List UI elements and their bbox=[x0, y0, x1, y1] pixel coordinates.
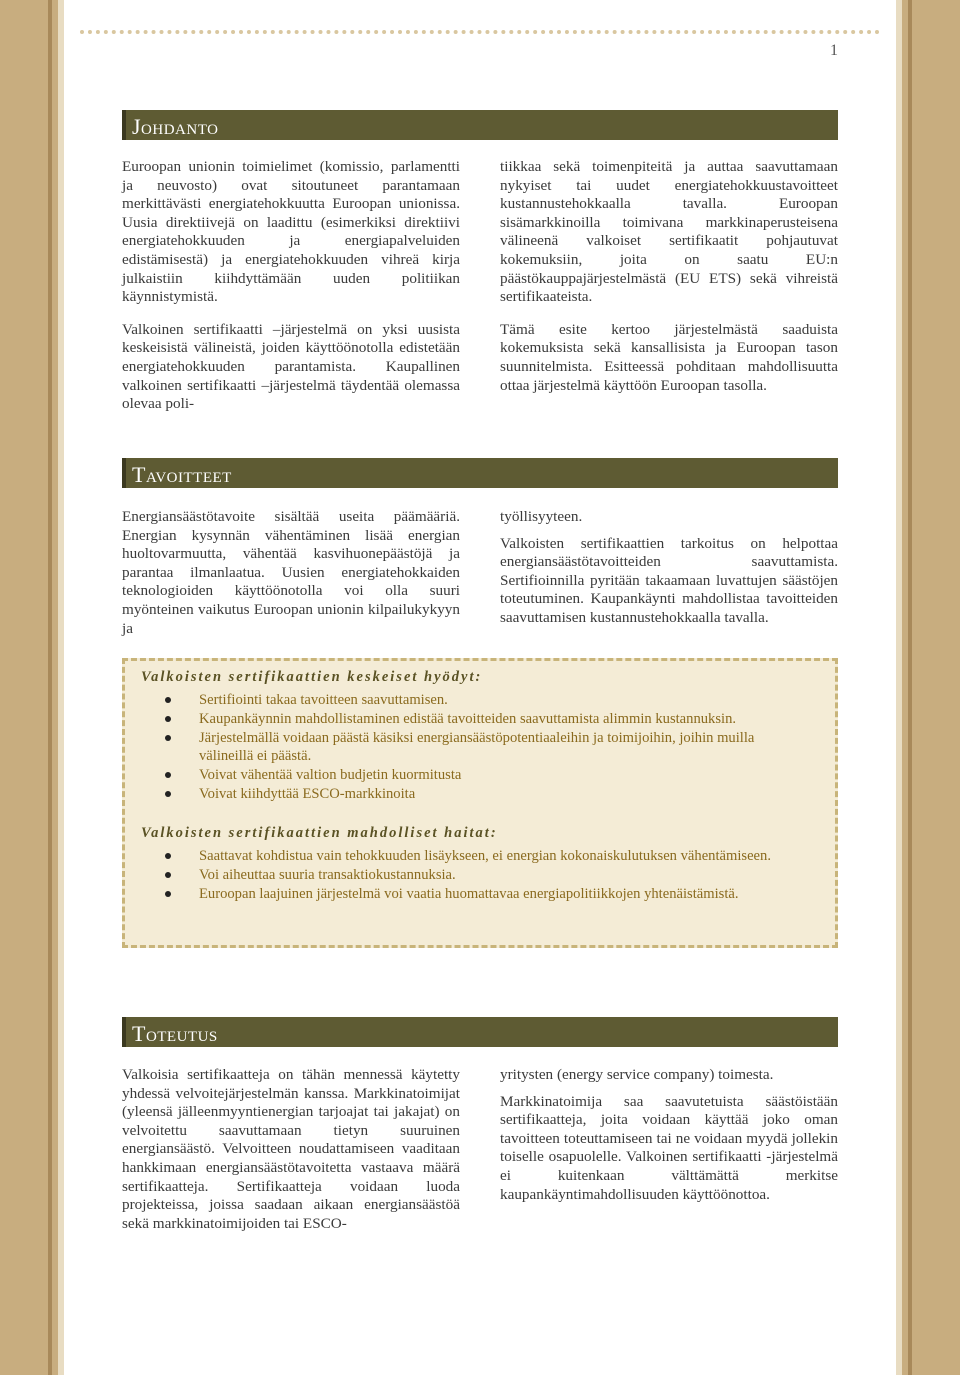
paragraph: Markkinatoimija saa saavutetuista säästöistään sertifikaatteja, joita voidaan käyttää joko oman tavoitteen toteuttamiseen tai ne voidaan myydä jollekin toiselle osapuolelle. Valkoinen sertifikaatti -järjestelmä ei kuitenkaan välttämättä merkitse kaupankäyntimahdollisuuden käyttöönottoa. bbox=[500, 1092, 838, 1203]
bullet-icon bbox=[165, 772, 171, 778]
list-item-text: Sertifiointi takaa tavoitteen saavuttamisen. bbox=[199, 692, 448, 708]
list-item bbox=[165, 729, 805, 765]
section-header-toteutus bbox=[122, 1017, 838, 1047]
johdanto-right-column bbox=[500, 158, 838, 409]
list-item-text: Kaupankäynnin mahdollistaminen edistää tavoitteiden saavuttamista alimmin kustannuksin. bbox=[199, 711, 737, 727]
paragraph: yritysten (energy service company) toimesta. bbox=[500, 1066, 774, 1083]
right-decorative-border bbox=[896, 0, 960, 1375]
johdanto-left-column bbox=[122, 158, 460, 428]
benefits-heading: Valkoisten sertifikaattien keskeiset hyödyt: bbox=[141, 669, 483, 685]
bullet-icon bbox=[165, 697, 171, 703]
bullet-icon bbox=[165, 791, 171, 797]
list-item-text: Euroopan laajuinen järjestelmä voi vaatia huomattavaa energiapolitiikkojen yhtenäistämistä. bbox=[199, 886, 739, 902]
section-header-tavoitteet bbox=[122, 458, 838, 488]
page-number: 1 bbox=[830, 42, 838, 59]
list-item-text: Voivat kiihdyttää ESCO-markkinoita bbox=[199, 786, 416, 802]
list-item-text: Järjestelmällä voidaan päästä käsiksi energiansäästöpotentiaaleihin ja toimijoihin, joihin muilla välineillä ei päästä. bbox=[199, 730, 755, 764]
bullet-icon bbox=[165, 735, 171, 741]
paragraph: Valkoinen sertifikaatti –järjestelmä on yksi uusista keskeisistä välineistä, joiden käyttöönotolla edistetään energiatehokkuuden parantamista. Kaupallinen valkoinen sertifikaatti –järjestelmä täydentää olemassa olevaa poli- bbox=[122, 320, 460, 413]
paragraph: Valkoisia sertifikaatteja on tähän mennessä käytetty yhdessä velvoitejärjestelmän kanssa. Markkinatoimijat (yleensä jälleenmyyntienergian tarjoajat tai jakajat) on velvoitettu saavuttamaan tietyn suuruinen energiansäästö. Velvoitteen noudattamiseen vaaditaan hankkimaan energiansäästötavoitetta vastaava määrä sertifikaatteja. Sertifikaatteja voidaan luoda projekteissa, joissa saadaan aikaan energiansäästöä sekä markkinatoimijoiden tai ESCO- bbox=[122, 1066, 460, 1232]
paragraph: tiikkaa sekä toimenpiteitä ja auttaa saavuttamaan nykyiset tai uudet energiatehokkuustavoitteet kustannustehokkaalla tavalla. Euroopan sisämarkkinoilla toimivana markkinaperusteisena välineenä valkoiset sertifikaatit pohjautuvat kokemuksiin, joita on saatu EU:n päästökauppajärjestelmästä (EU ETS) sekä vihreistä sertifikaateista. bbox=[500, 158, 838, 306]
bullet-icon bbox=[165, 872, 171, 878]
paragraph: Valkoisten sertifikaattien tarkoitus on helpottaa energiansäästötavoitteiden saavuttamista. Sertifioinnilla pyritään takaamaan luvattujen säästöjen toteutuminen. Kaupankäynti mahdollistaa tavoitteiden saavuttamisen kustannustehokkaalla tavalla. bbox=[500, 534, 838, 626]
list-item bbox=[165, 785, 805, 803]
list-item bbox=[165, 866, 805, 884]
paragraph: työllisyyteen. bbox=[500, 508, 583, 525]
section-title: Toteutus bbox=[132, 1021, 218, 1046]
toteutus-left-column bbox=[122, 1066, 460, 1247]
bullet-icon bbox=[165, 716, 171, 722]
paragraph: Tämä esite kertoo järjestelmästä saaduista kokemuksista sekä kansallisista ja Euroopan tason suunnitelmista. Esitteessä pohditaan mahdollisuutta ottaa järjestelmä käyttöön Euroopan tasolla. bbox=[500, 320, 838, 394]
list-item bbox=[165, 885, 805, 903]
section-title: Johdanto bbox=[132, 114, 219, 139]
bullet-icon bbox=[165, 853, 171, 859]
list-item-text: Voi aiheuttaa suuria transaktiokustannuksia. bbox=[199, 867, 456, 883]
list-item bbox=[165, 766, 805, 784]
drawbacks-heading: Valkoisten sertifikaattien mahdolliset haitat: bbox=[141, 825, 498, 841]
left-decorative-border bbox=[0, 0, 64, 1375]
list-item bbox=[165, 691, 805, 709]
section-title: Tavoitteet bbox=[132, 462, 232, 487]
benefits-drawbacks-box bbox=[122, 658, 838, 948]
tavoitteet-left-column bbox=[122, 508, 460, 652]
list-item bbox=[165, 847, 805, 865]
drawbacks-list bbox=[165, 847, 805, 904]
list-item-text: Saattavat kohdistua vain tehokkuuden lisäykseen, ei energian kokonaiskulutuksen vähentämiseen. bbox=[199, 848, 771, 864]
top-dotted-rule bbox=[80, 30, 880, 34]
bullet-icon bbox=[165, 891, 171, 897]
paragraph: Euroopan unionin toimielimet (komissio, parlamentti ja neuvosto) ovat sitoutuneet parantamaan merkittävästi energiatehokkuutta Euroopan unionissa. Uusia direktiivejä on laadittu (esimerkiksi direktiivi energiatehokkuuden ja energiapalveluiden edistämisestä) ja energiatehokkuuden vihreä kirja julkaistiin kiihdyttämään uuden politiikan käynnistymistä. bbox=[122, 158, 460, 306]
list-item bbox=[165, 710, 805, 728]
section-header-johdanto bbox=[122, 110, 838, 140]
list-item-text: Voivat vähentää valtion budjetin kuormitusta bbox=[199, 767, 462, 783]
paragraph: Energiansäästötavoite sisältää useita päämääriä. Energian kysynnän vähentäminen lisää energian huoltovarmuutta, vähentää kasvihuonepäästöjä ja parantaa ilmanlaatua. Uusien energiatehokkaiden teknologioiden käyttöönotolla voi olla suuri myönteinen vaikutus Euroopan unionin kilpailukykyyn ja bbox=[122, 508, 460, 637]
tavoitteet-right-column bbox=[500, 508, 838, 642]
toteutus-right-column bbox=[500, 1066, 838, 1218]
benefits-list bbox=[165, 691, 805, 804]
